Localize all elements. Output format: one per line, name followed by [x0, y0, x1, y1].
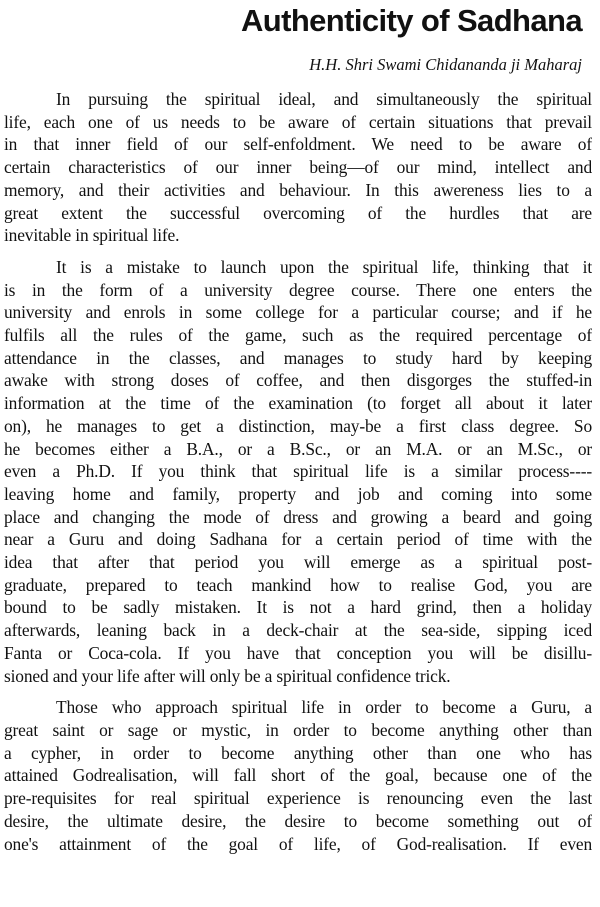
text-line: pre-requisites for real spiritual experience is renouncing even the last [4, 788, 592, 809]
text-line: desire, the ultimate desire, the desire to become something out of [4, 810, 592, 831]
paragraph [4, 696, 592, 855]
text-line: attendance in the classes, and manages to study hard by keeping [4, 347, 592, 368]
text-line: Fanta or Coca-cola. If you have that conception you will be disillu- [4, 642, 592, 663]
text-line: even a Ph.D. If you think that spiritual life is a similar process---- [4, 461, 592, 482]
text-line: inevitable in spiritual life. [4, 225, 180, 246]
text-line: on), he manages to get a distinction, may-be a first class degree. So [4, 415, 592, 436]
text-line: memory, and their activities and behaviour. In this awereness lies to a [4, 179, 592, 200]
paragraph [4, 256, 592, 687]
text-line: awake with strong doses of coffee, and then disgorges the stuffed-in [4, 370, 592, 391]
text-line: fulfils all the rules of the game, such as the required percentage of [4, 325, 592, 346]
text-line: It is a mistake to launch upon the spiritual life, thinking that it [56, 256, 592, 277]
text-line: one's attainment of the goal of life, of God-realisation. If even [4, 833, 592, 854]
text-line: sioned and your life after will only be a spiritual confidence trick. [4, 665, 451, 686]
text-line: life, each one of us needs to be aware of certain situations that prevail [4, 111, 592, 132]
text-line: information at the time of the examination (to forget all about it later [4, 393, 592, 414]
text-line: leaving home and family, property and job and coming into some [4, 483, 592, 504]
text-line: afterwards, leaning back in a deck-chair at the sea-side, sipping iced [4, 620, 592, 641]
article-title: Authenticity of Sadhana [240, 3, 582, 38]
text-line: he becomes either a B.A., or a B.Sc., or an M.A. or an M.Sc., or [4, 438, 592, 459]
author-byline: H.H. Shri Swami Chidananda ji Maharaj [309, 55, 582, 74]
text-line: Those who approach spiritual life in order to become a Guru, a [56, 697, 592, 718]
text-line: certain characteristics of our inner being—of our mind, intellect and [4, 157, 592, 178]
text-line: near a Guru and doing Sadhana for a certain period of time with the [4, 529, 592, 550]
text-line: great extent the successful overcoming of the hurdles that are [4, 202, 592, 223]
text-line: in that inner field of our self-enfoldment. We need to be aware of [4, 134, 592, 155]
paragraph [4, 88, 592, 247]
text-line: place and changing the mode of dress and growing a beard and going [4, 506, 592, 527]
text-line: graduate, prepared to teach mankind how to realise God, you are [4, 574, 592, 595]
text-line: university and enrols in some college for a particular course; and if he [4, 302, 592, 323]
text-line: is in the form of a university degree course. There one enters the [4, 279, 592, 300]
text-line: great saint or sage or mystic, in order to become anything other than [4, 719, 592, 740]
text-line: attained Godrealisation, will fall short of the goal, because one of the [4, 765, 592, 786]
text-line: In pursuing the spiritual ideal, and simultaneously the spiritual [56, 89, 592, 109]
text-line: bound to be sadly mistaken. It is not a hard grind, then a holiday [4, 597, 592, 618]
text-line: a cypher, in order to become anything other than one who has [4, 742, 592, 763]
text-line: idea that after that period you will emerge as a spiritual post- [4, 552, 592, 573]
article-body [4, 88, 592, 855]
